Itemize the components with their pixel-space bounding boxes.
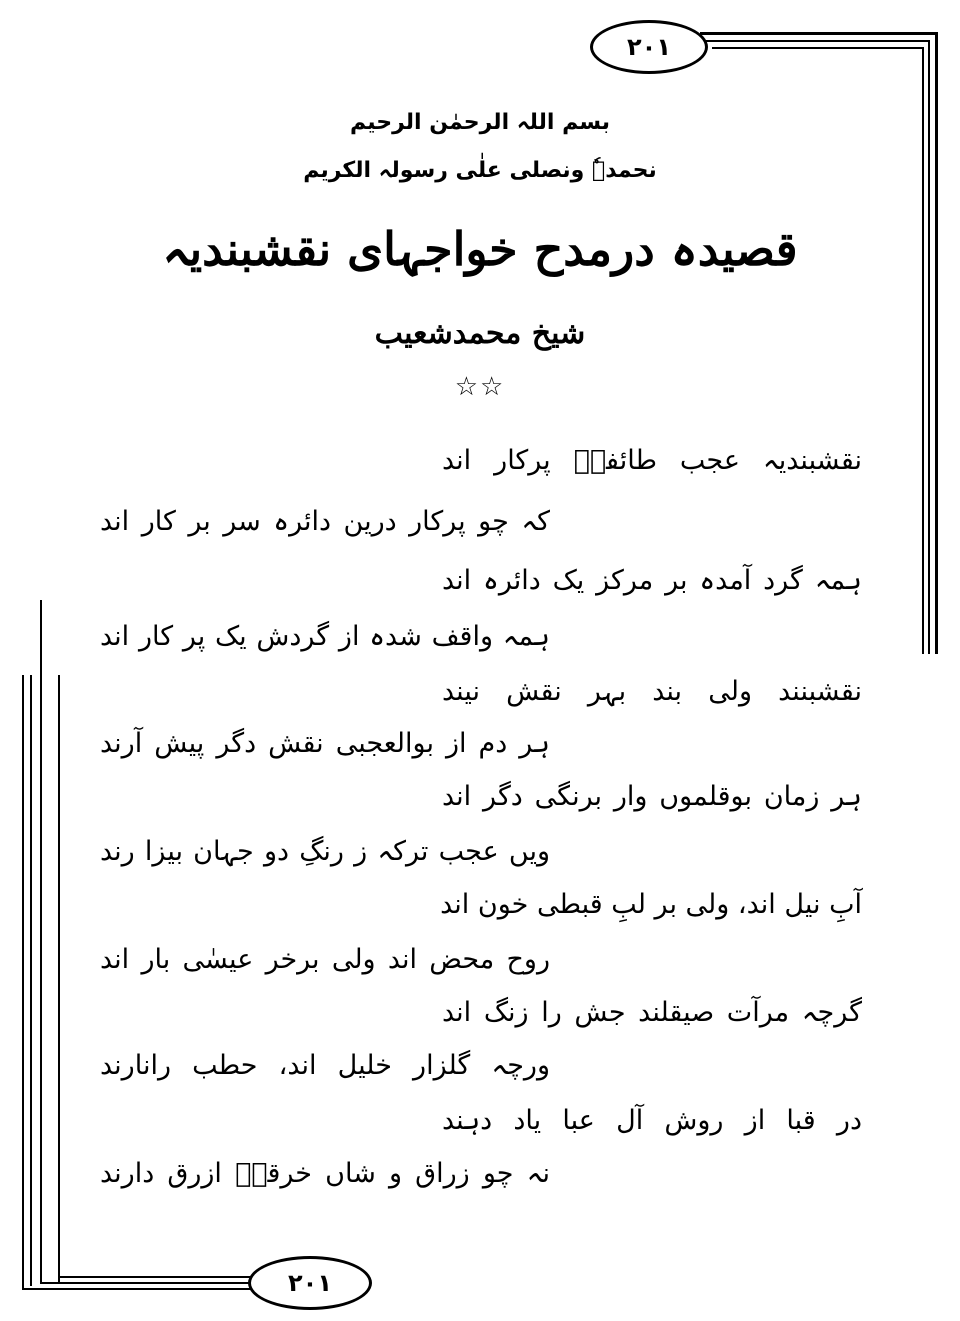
frame-left-line-3 [22, 675, 24, 1288]
verse-line: گرچہ مرآت صیقلند جش را زنگ اند [442, 997, 862, 1028]
page-number-top [590, 20, 708, 74]
verse-line: در قبا از روش آل عبا یاد دہند [442, 1105, 862, 1136]
frame-top-line-1 [700, 32, 938, 35]
frame-bottom-line-2 [22, 1288, 252, 1290]
page-number-top-text: ۲۰۱ [627, 33, 671, 61]
verse-line: کہ چو پرکار درین دائرہ سر بر کار اند [100, 506, 550, 537]
verse-line: روح محض اند ولی برخر عیسٰی بار اند [100, 944, 550, 975]
bismillah: بسم اللہ الرحمٰن الرحیم [349, 110, 610, 135]
verse-line: آبِ نیل اند، ولی بر لبِ قبطی خون اند [440, 889, 862, 920]
verse-line: ورچہ گلزار خلیل اند، حطب رانارند [100, 1050, 550, 1081]
verse-line: نقشبنند ولی بند بہر نقش نیند [442, 676, 862, 707]
frame-top-line-3 [712, 47, 924, 49]
page-title: قصیدہ درمدح خواجہای نقشبندیہ [162, 222, 798, 276]
page-number-bottom-text: ۲۰۱ [288, 1269, 332, 1297]
verse-line: نہ چو زراق و شاں خرقہٗ ازرق دارند [100, 1158, 550, 1189]
page-number-bottom [248, 1256, 372, 1310]
verse-line: ویں عجب ترکہ ز رنگِ دو جہان بیزا رند [100, 836, 550, 867]
frame-left-line-2 [30, 675, 32, 1286]
hamd-line: نحمدہٗ ونصلی علٰی رسولہ الکریم [303, 158, 657, 183]
verse-line: ہر زمان بوقلموں وار برنگی دگر اند [442, 781, 862, 812]
verse-line: ہر دم از بوالعجبی نقش دگر پیش آرند [100, 728, 550, 759]
verse-line: ہمہ واقف شدہ از گردش یک پر کار اند [100, 621, 550, 652]
author-name: شیخ محمدشعیب [374, 316, 586, 351]
frame-bottom-line-1 [40, 1282, 252, 1284]
frame-left-line-4 [58, 675, 60, 1282]
star-ornament: ☆☆ [454, 372, 506, 402]
verse-line: نقشبندیہ عجب طائفہٗ پرکار اند [442, 445, 862, 476]
frame-bottom-line-3 [58, 1276, 252, 1278]
verse-line: ہمہ گرد آمدہ بر مرکز یک دائرہ اند [442, 565, 862, 596]
frame-left-line-1 [40, 600, 42, 1284]
frame-top-line-2 [706, 40, 930, 42]
